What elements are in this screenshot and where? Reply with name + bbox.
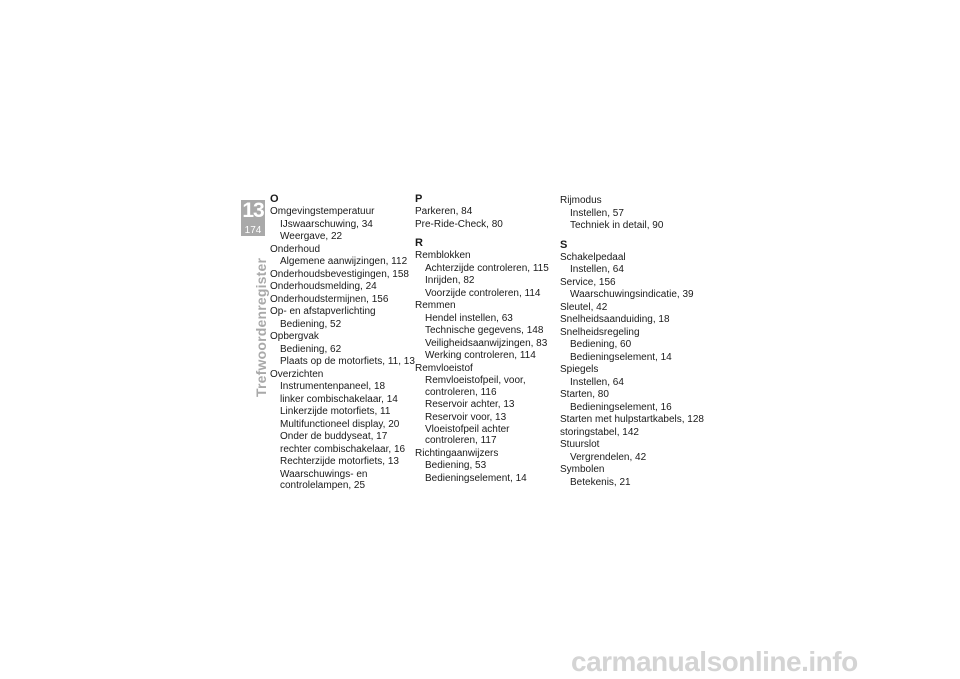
index-entry: Onderhoudstermijnen, 156 xyxy=(270,293,389,305)
index-subentry: Werking controleren, 114 xyxy=(425,350,536,362)
index-entry: Spiegels xyxy=(560,364,599,376)
index-column-3 xyxy=(560,194,710,488)
index-subentry: Hendel instellen, 63 xyxy=(425,312,513,324)
page-number: 174 xyxy=(244,225,262,236)
index-subentry: Instellen, 57 xyxy=(570,207,624,219)
watermark: carmanualsonline.info xyxy=(571,646,858,677)
index-entry: Stuurslot xyxy=(560,439,600,451)
index-subentry: Reservoir achter, 13 xyxy=(425,399,515,410)
index-subentry: Instellen, 64 xyxy=(570,376,624,388)
index-entry: Remblokken xyxy=(415,250,471,262)
index-entry: Rijmodus xyxy=(560,195,602,207)
index-entry: Service, 156 xyxy=(560,276,616,288)
index-letter: R xyxy=(415,237,423,249)
index-subentry: Weergave, 22 xyxy=(280,231,343,243)
index-subentry: Waarschuwings- en controlelampen, 25 xyxy=(280,468,368,491)
index-subentry: Achterzijde controleren, 115 xyxy=(425,262,549,274)
index-subentry: Instellen, 64 xyxy=(570,264,624,276)
index-letter: S xyxy=(560,238,568,251)
index-subentry: Onder de buddyseat, 17 xyxy=(280,431,388,443)
index-entry: Omgevingstemperatuur xyxy=(270,206,375,218)
index-entry: Symbolen xyxy=(560,464,605,476)
index-entry: Overzichten xyxy=(270,368,324,380)
index-entry: Onderhoudsmelding, 24 xyxy=(270,281,377,293)
index-subentry: Bedieningselement, 16 xyxy=(570,401,672,413)
index-entry: Parkeren, 84 xyxy=(415,206,473,218)
index-subentry: Linkerzijde motorfiets, 11 xyxy=(280,406,391,418)
index-subentry: rechter combischakelaar, 16 xyxy=(280,443,406,455)
index-entry: Onderhoudsbevestigingen, 158 xyxy=(270,268,409,280)
index-subentry: Vloeistofpeil achter controleren, 117 xyxy=(425,424,510,447)
index-subentry: Bediening, 62 xyxy=(280,343,342,355)
index-subentry: Remvloeistofpeil, voor, controleren, 116 xyxy=(425,375,526,398)
index-subentry: Inrijden, 82 xyxy=(425,275,475,287)
index-entry: storingstabel, 142 xyxy=(560,426,639,438)
chapter-number: 13 xyxy=(242,199,264,222)
index-entry: Remvloeistof xyxy=(415,362,473,374)
index-subentry: IJswaarschuwing, 34 xyxy=(280,218,373,230)
index-subentry: linker combischakelaar, 14 xyxy=(280,393,398,405)
index-entry: Starten met hulpstartkabels, 128 xyxy=(560,414,704,426)
index-subentry: Waarschuwingsindicatie, 39 xyxy=(570,289,694,301)
index-entry: Opbergvak xyxy=(270,331,319,343)
index-subentry: Rechterzijde motorfiets, 13 xyxy=(280,456,399,468)
index-letter: O xyxy=(270,193,279,205)
index-subentry: Bedieningselement, 14 xyxy=(570,351,672,363)
index-subentry: Technische gegevens, 148 xyxy=(425,325,544,337)
index-entry: Starten, 80 xyxy=(560,389,609,401)
index-subentry: Algemene aanwijzingen, 112 xyxy=(280,256,408,268)
index-subentry: Plaats op de motorfiets, 11, 13 xyxy=(280,356,415,368)
chapter-title: Trefwoordenregister xyxy=(253,257,269,397)
index-subentry: Bediening, 52 xyxy=(280,318,342,330)
index-subentry: Bediening, 60 xyxy=(570,339,632,351)
index-subentry: Bedieningselement, 14 xyxy=(425,472,527,484)
index-entry: Remmen xyxy=(415,300,456,312)
index-entry: Snelheidsregeling xyxy=(560,326,640,338)
index-entry: Op- en afstapverlichting xyxy=(270,306,376,318)
index-subentry: Techniek in detail, 90 xyxy=(570,220,664,232)
index-subentry: Veiligheidsaanwijzingen, 83 xyxy=(425,337,548,349)
index-entry: Snelheidsaanduiding, 18 xyxy=(560,314,670,326)
index-entry: Onderhoud xyxy=(270,243,321,255)
index-subentry: Bediening, 53 xyxy=(425,460,487,472)
index-subentry: Multifunctioneel display, 20 xyxy=(280,418,400,430)
index-subentry: Instrumentenpaneel, 18 xyxy=(280,381,386,393)
index-subentry: Vergrendelen, 42 xyxy=(570,451,647,463)
index-entry: Schakelpedaal xyxy=(560,251,626,263)
index-subentry: Betekenis, 21 xyxy=(570,476,631,488)
index-subentry: Voorzijde controleren, 114 xyxy=(425,287,541,299)
index-letter: P xyxy=(415,193,423,205)
index-entry: Pre-Ride-Check, 80 xyxy=(415,218,503,230)
index-entry: Richtingaanwijzers xyxy=(415,447,499,459)
index-column-2 xyxy=(415,194,565,484)
index-subentry: Reservoir voor, 13 xyxy=(425,411,507,423)
index-entry: Sleutel, 42 xyxy=(560,301,608,313)
index-column-1 xyxy=(270,194,420,491)
